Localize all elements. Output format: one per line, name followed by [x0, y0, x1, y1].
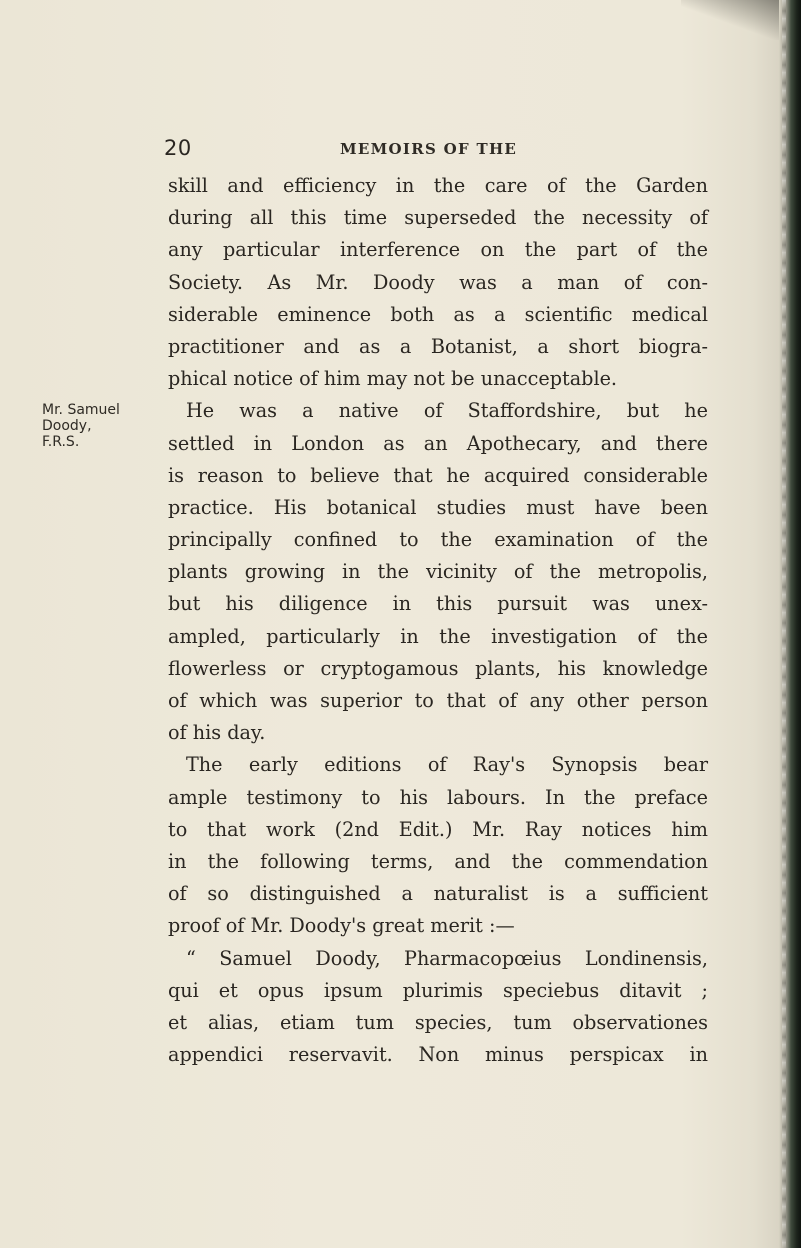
- text-line: practitioner and as a Botanist, a short biogra-: [168, 334, 708, 358]
- text-line: et alias, etiam tum species, tum observationes: [168, 1010, 708, 1034]
- text-line: plants growing in the vicinity of the metropolis,: [168, 560, 708, 584]
- text-line: flowerless or cryptogamous plants, his knowledge: [168, 656, 708, 680]
- margin-note-line: F.R.S.: [42, 434, 80, 450]
- text-line: ampled, particularly in the investigation of the: [168, 624, 708, 648]
- text-line: but his diligence in this pursuit was unex-: [168, 592, 708, 616]
- running-head: MEMOIRS OF THE: [340, 140, 518, 158]
- text-line: ample testimony to his labours. In the preface: [168, 785, 708, 809]
- text-line: appendici reservavit. Non minus perspicax in: [168, 1043, 708, 1067]
- text-line: in the following terms, and the commendation: [168, 849, 708, 873]
- text-line: of his day.: [168, 721, 266, 745]
- body-text: [168, 170, 708, 1071]
- text-line: proof of Mr. Doody's great merit :—: [168, 914, 515, 938]
- margin-note: [42, 402, 142, 450]
- text-line: He was a native of Staffordshire, but he: [186, 399, 708, 423]
- text-line: to that work (2nd Edit.) Mr. Ray notices him: [168, 817, 708, 841]
- text-line: any particular interference on the part of the: [168, 238, 708, 262]
- text-line: practice. His botanical studies must have been: [168, 495, 708, 519]
- text-line: during all this time superseded the necessity of: [168, 206, 708, 230]
- text-line: qui et opus ipsum plurimis speciebus ditavit ;: [168, 978, 708, 1002]
- text-line: The early editions of Ray's Synopsis bear: [186, 753, 708, 777]
- text-line: settled in London as an Apothecary, and there: [168, 431, 708, 455]
- text-line: siderable eminence both as a scientific medical: [168, 302, 708, 326]
- text-line: is reason to believe that he acquired considerable: [168, 463, 708, 487]
- page-header: [164, 136, 724, 162]
- margin-note-line: Doody,: [42, 418, 92, 434]
- text-line: phical notice of him may not be unacceptable.: [168, 367, 618, 391]
- text-line: principally confined to the examination of the: [168, 528, 708, 552]
- text-line: skill and efficiency in the care of the Garden: [168, 174, 708, 197]
- text-line: “ Samuel Doody, Pharmacopœius Londinensis,: [186, 946, 708, 970]
- page-number: 20: [164, 136, 192, 160]
- margin-note-line: Mr. Samuel: [42, 402, 120, 418]
- text-line: of so distinguished a naturalist is a sufficient: [168, 882, 708, 906]
- text-line: of which was superior to that of any other person: [168, 689, 708, 712]
- book-spine-edge: [779, 0, 801, 1248]
- text-line: Society. As Mr. Doody was a man of con-: [168, 270, 708, 294]
